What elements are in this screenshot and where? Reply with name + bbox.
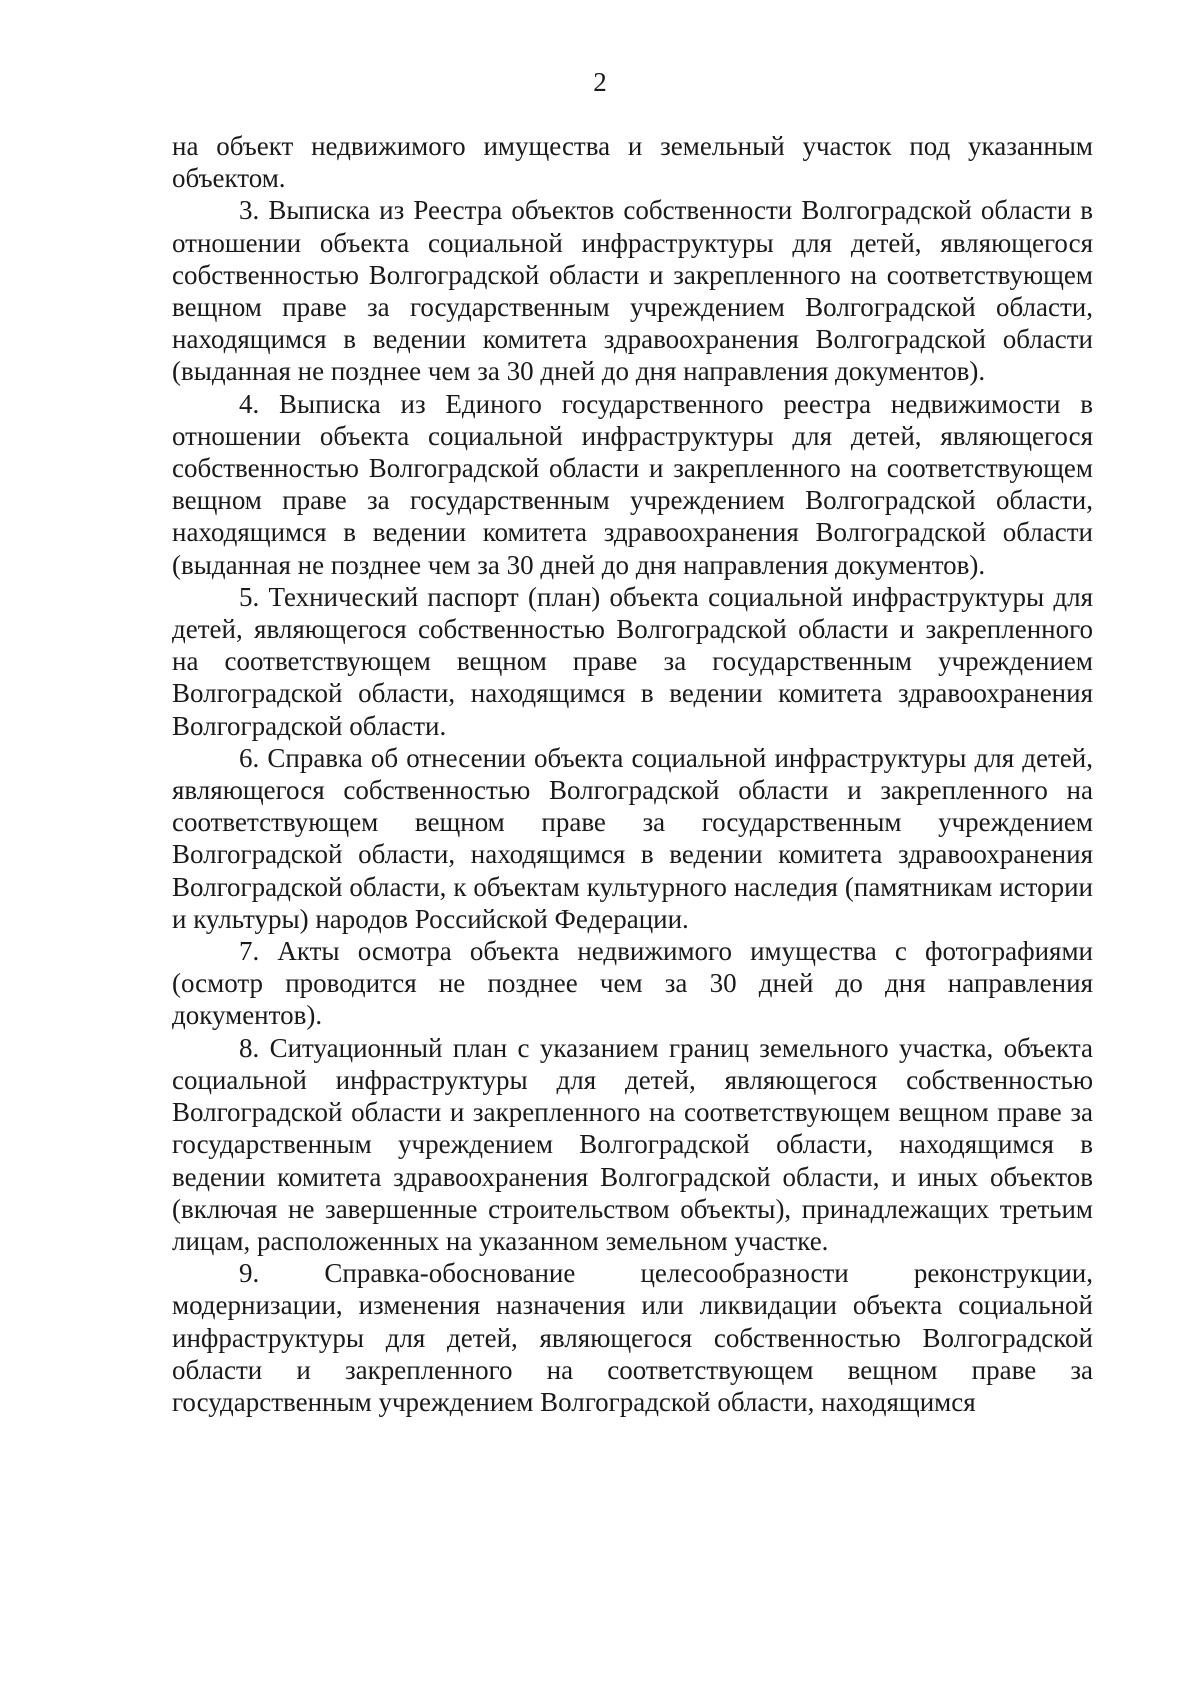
paragraph-item-8: 8. Ситуационный план с указанием границ земельного участка, объекта социальной инфраструктуры для детей, являющегося собственностью Волгоградской области и закрепленного на соответствующем вещном праве за государственным учреждением Волгоградской области, находящимся в ведении комитета здравоохранения Волгоградской области, и иных объектов (включая не завершенные строительством объекты), принадлежащих третьим лицам, расположенных на указанном земельном участке. [172, 1032, 1093, 1256]
document-body [172, 130, 1093, 1418]
paragraph-continuation: на объект недвижимого имущества и земельный участок под указанным объектом. [172, 131, 1093, 194]
paragraph-item-5: 5. Технический паспорт (план) объекта социальной инфраструктуры для детей, являющегося собственностью Волгоградской области и закрепленного на соответствующем вещном праве за государственным учреждением Волгоградской области, находящимся в ведении комитета здравоохранения Волгоградской области. [172, 581, 1093, 741]
paragraph-item-3: 3. Выписка из Реестра объектов собственности Волгоградской области в отношении объекта социальной инфраструктуры для детей, являющегося собственностью Волгоградской области и закрепленного на соответствующем вещном праве за государственным учреждением Волгоградской области, находящимся в ведении комитета здравоохранения Волгоградской области (выданная не позднее чем за 30 дней до дня направления документов). [172, 195, 1093, 387]
paragraph-item-9: 9. Справка-обоснование целесообразности реконструкции, модернизации, изменения назначения или ликвидации объекта социальной инфраструктуры для детей, являющегося собственностью Волгоградской области и закрепленного на соответствующем вещном праве за государственным учреждением Волгоградской области, находящимся [172, 1258, 1093, 1417]
paragraph-item-4: 4. Выписка из Единого государственного реестра недвижимости в отношении объекта социальной инфраструктуры для детей, являющегося собственностью Волгоградской области и закрепленного на соответствующем вещном праве за государственным учреждением Волгоградской области, находящимся в ведении комитета здравоохранения Волгоградской области (выданная не позднее чем за 30 дней до дня направления документов). [172, 388, 1093, 580]
page-number: 2 [593, 67, 607, 97]
paragraph-item-6: 6. Справка об отнесении объекта социальной инфраструктуры для детей, являющегося собственностью Волгоградской области и закрепленного на соответствующем вещном праве за государственным учреждением Волгоградской области, находящимся в ведении комитета здравоохранения Волгоградской области, к объектам культурного наследия (памятникам истории и культуры) народов Российской Федерации. [172, 742, 1093, 934]
paragraph-item-7: 7. Акты осмотра объекта недвижимого имущества с фотографиями (осмотр проводится не позднее чем за 30 дней до дня направления документов). [172, 936, 1093, 1031]
